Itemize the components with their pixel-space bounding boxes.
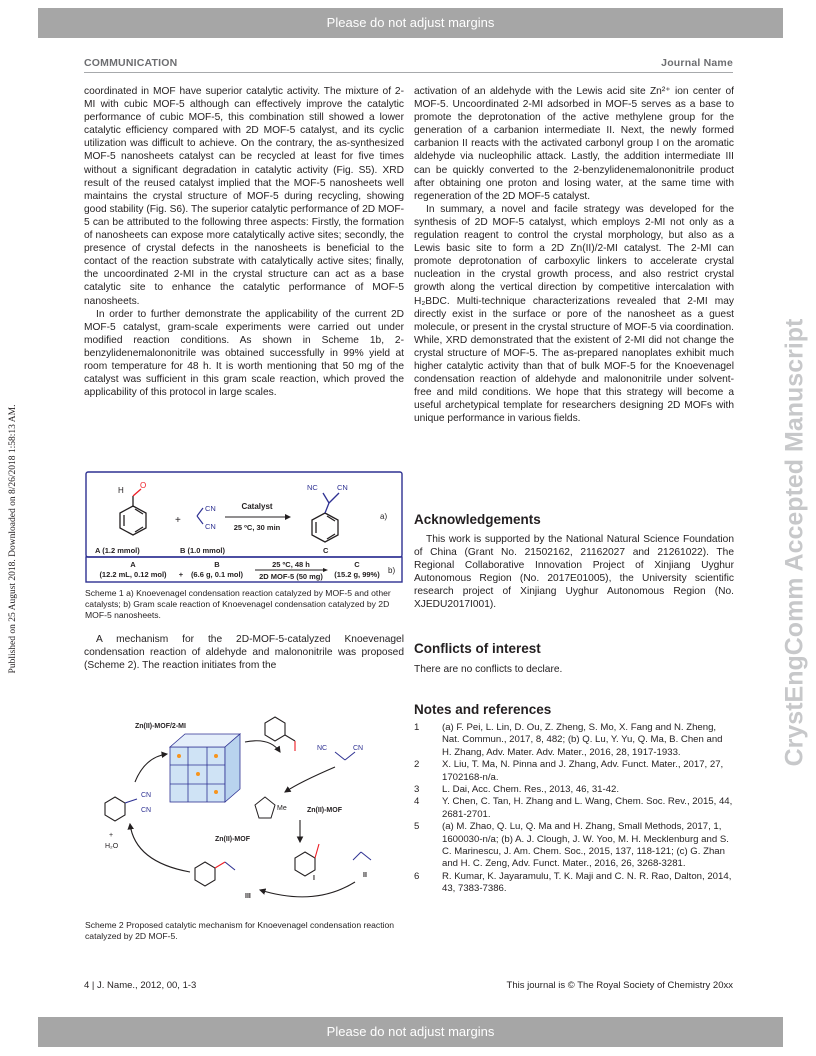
b-condition: 25 ºC, 48 h	[272, 560, 310, 569]
scheme-1-drawing	[85, 471, 403, 583]
footer-citation: 4 | J. Name., 2012, 00, 1-3	[84, 980, 197, 991]
svg-text:H: H	[118, 486, 124, 495]
svg-text:CN: CN	[353, 745, 364, 752]
reference-text: (a) F. Pei, L. Lin, D. Ou, Z. Zheng, S. Mo, X. Fang and N. Zheng, Nat. Commun., 2017, 8, 482; (b) Q. Lu, Y. Yu, Q. Ma, B. Chen and H. Zhang, Adv. Mater. Adv. Mater., 2016, 28, 1917-1933.	[442, 722, 723, 758]
svg-text:CN: CN	[337, 483, 348, 492]
list-item	[414, 759, 734, 784]
mof-label-1: Zn(II)-MOF	[307, 807, 342, 814]
references-list	[414, 722, 734, 896]
svg-text:CN: CN	[141, 792, 152, 799]
acknowledgements-text	[414, 533, 734, 612]
sidebar-text: CrystEngComm Accepted Manuscript	[780, 318, 809, 767]
methyl-label: Me	[277, 805, 287, 812]
intermediate-i-structure	[295, 844, 319, 876]
label-a: A (1.2 mmol)	[95, 546, 140, 555]
svg-text:+: +	[109, 832, 114, 839]
svg-text:CN: CN	[205, 522, 216, 531]
list-item	[414, 784, 734, 796]
header-rule	[84, 72, 733, 73]
malononitrile-structure	[197, 508, 203, 524]
paragraph: activation of an aldehyde with the Lewis acid site Zn²⁺ ion center of MOF-5. Uncoordinated 2-MI adsorbed in MOF-5 serves as a base to promote the deprotonation of the active methylene group for the generation of a carbanion intermediate II. Next, the newly formed carbanion II reacts with the activated carbonyl group I on the aromatic aldehyde via nucleophilic attack. Lastly, the addition intermediate III can be quickly converted to the 2-benzylidenemalononitrile product after obtaining one proton and losing water, at the same time with regeneration of the 2D MOF-5 catalyst.	[414, 86, 734, 202]
cycle-arrow	[245, 741, 280, 752]
product-left-structure	[105, 797, 137, 821]
condition-a: 25 ºC, 30 min	[233, 523, 281, 532]
svg-text:NC: NC	[307, 483, 318, 492]
cycle-arrow	[135, 754, 167, 782]
cycle-arrow	[285, 767, 335, 792]
b-label-a: A	[130, 560, 136, 569]
conflicts-text	[414, 663, 734, 676]
scheme-1-figure	[85, 471, 403, 583]
reference-number: 4	[414, 796, 420, 808]
aldehyde-top-structure	[265, 717, 295, 751]
catalyst-label: Catalyst	[241, 502, 273, 511]
scheme-1-caption: Scheme 1 a) Knoevenagel condensation reaction catalyzed by MOF-5 and other catalysts; b) Gram scale reaction of Knoevenagel condensation catalyzed by 2D MOF-5 nanosheets.	[85, 588, 391, 620]
list-item	[414, 796, 734, 821]
b-plus: +	[178, 570, 184, 579]
references-heading: Notes and references	[414, 702, 552, 717]
acknowledgements-heading: Acknowledgements	[414, 512, 541, 527]
left-column-text-bottom	[84, 633, 404, 672]
cycle-arrow	[130, 824, 190, 872]
scheme-2-caption: Scheme 2 Proposed catalytic mechanism for Knoevenagel condensation reaction catalyzed by 2D MOF-5.	[85, 920, 395, 941]
list-item	[414, 722, 734, 759]
reference-text: L. Dai, Acc. Chem. Res., 2013, 46, 31-42.	[442, 784, 620, 796]
catalyst-mof-label: Zn(II)-MOF/2-MI	[135, 723, 186, 730]
b-label-b: B	[214, 560, 220, 569]
paragraph: coordinated in MOF have superior catalytic activity. The mixture of 2-MI with cubic MOF-5 although can effectively improve the catalytic performance of cubic MOF-5, this combination still showed a lower catalytic efficiency compared with 2D MOF-5 catalyst, and its cyclic utilization was difficult to achieve. On the contrary, the as-synthesized MOF-5 nanosheets catalyst can be recycled at least for five times without a significant degradation in catalytic activity (Fig. S5). XRD result of the reused catalyst implied that the MOF-5 nanosheets well maintains the crystal structure of MOF-5 during recycling, showing good stability (Fig. S6). The superior catalytic performance of 2D MOF-5 can be attributed to the following three aspects: Firstly, the formation of nanosheets can expose more catalytically active sites; secondly, the presence of crystal defects in the nanosheets is beneficial to the contact of the reaction substrate with catalytically active sites; finally, the uncoordinated 2-MI in the crystal structure can act as a base catalytic site to enhance the catalytic performance of MOF-5 nanosheets.	[84, 86, 404, 307]
reference-number: 1	[414, 722, 420, 733]
left-column-text	[84, 85, 404, 399]
top-margin-banner: Please do not adjust margins	[38, 8, 783, 38]
product-structure	[312, 493, 339, 542]
paragraph: A mechanism for the 2D-MOF-5-catalyzed Knoevenagel condensation reaction of aldehyde and malononitrile was proposed (Scheme 2). The reaction initiates from the	[84, 634, 404, 672]
paragraph: This work is supported by the National Natural Science Foundation of China (Grant No. 21502162, 21162027 and 21261022). The Regional Collaborative Innovation Project of Xinjiang Uyghur Autonomous Region (No. 2017E01005), the University scientific research project of Xinjiang Uyghur Autonomous Region (No. XJEDU2017I001).	[414, 534, 734, 611]
mof-label-2: Zn(II)-MOF	[215, 836, 250, 843]
conflicts-heading: Conflicts of interest	[414, 641, 541, 656]
list-item	[414, 871, 734, 896]
b-amount-a: (12.2 mL, 0.12 mol)	[99, 570, 167, 579]
reference-text: R. Kumar, K. Jayaramulu, T. K. Maji and C. N. R. Rao, Dalton, 2014, 43, 7383-7386.	[442, 870, 732, 895]
b-amount-b: (6.6 g, 0.1 mol)	[190, 570, 244, 579]
svg-text:NC: NC	[317, 745, 328, 752]
mof-cube-icon	[170, 734, 240, 802]
intermediate-i-label: I	[313, 875, 315, 882]
intermediate-ii-label: II	[363, 872, 367, 879]
imidazole-structure	[255, 797, 275, 818]
b-amount-c: (15.2 g, 99%)	[334, 570, 380, 579]
reference-number: 6	[414, 870, 420, 882]
published-note-text: Published on 25 August 2018. Downloaded on 8/26/2018 1:58:13 AM.	[8, 404, 18, 674]
scheme-2-drawing	[95, 712, 395, 907]
list-item	[414, 821, 734, 871]
section-label: COMMUNICATION	[84, 57, 178, 69]
label-c: C	[323, 546, 329, 555]
svg-text:CN: CN	[141, 807, 152, 814]
reference-text: Y. Chen, C. Tan, H. Zhang and L. Wang, Chem. Soc. Rev., 2015, 44, 2681-2701.	[442, 796, 733, 820]
svg-text:+: +	[175, 515, 181, 526]
journal-name: Journal Name	[661, 57, 733, 69]
bottom-margin-banner: Please do not adjust margins	[38, 1017, 783, 1047]
reference-number: 2	[414, 759, 420, 771]
cycle-arrow	[260, 882, 355, 897]
paragraph: There are no conflicts to declare.	[414, 664, 563, 675]
reference-number: 3	[414, 784, 420, 796]
paragraph: In summary, a novel and facile strategy was developed for the synthesis of 2D MOF-5 catalyst, which employs 2-MI not only as a regulation reagent to control the crystal morphology, but also as a Lewis basic site to form a 2D Zn(II)/2-MI catalyst. The 2-MI can promote deprotonation of carboxylic linkers to accelerate crystal nucleation in the crystal growth process, and also restrict crystal growth along the vertical direction by competitive intercalation with H₂BDC. Multi-technique characterizations revealed that 2-MI may directly exist in the surface or pore of the nanosheet as a guest molecule, or present in the crystal structure of MOF-5 via coordination. While, XRD demonstrated that the existent of 2-MI did not change the crystal structure of MOF-5. The as-prepared nanoplates exhibit much higher catalytic activity than that of bulk MOF-5 for the Knoevenagel condensation reaction of aldehyde and malononitrile under solvent-free and mild conditions. We hope that this strategy will become a useful archetypical template for researchers designing 2D MOFs with unique performance in various fields.	[414, 203, 734, 425]
reference-text: X. Liu, T. Ma, N. Pinna and J. Zhang, Adv. Funct. Mater., 2017, 27, 1702168-n/a.	[442, 759, 724, 783]
reference-text: (a) M. Zhao, Q. Lu, Q. Ma and H. Zhang, Small Methods, 2017, 1, 1600030-n/a; (b) A. J. Clough, J. W. Yoo, M. H. Mecklenburg and S. C. Marinescu, J. Am. Chem. Soc., 2015, 137, 118-121; (c) G. Zhan and H. C. Zeng, Adv. Funct. Mater., 2016, 26, 3268-3281.	[442, 821, 729, 870]
footer-copyright: This journal is © The Royal Society of Chemistry 20xx	[506, 980, 733, 991]
benzaldehyde-structure	[120, 489, 146, 535]
right-column-text	[414, 85, 734, 425]
scheme-2-figure	[95, 712, 395, 907]
b-label-c: C	[354, 560, 360, 569]
tag-b: b)	[388, 566, 396, 575]
b-catalyst: 2D MOF-5 (50 mg)	[259, 572, 323, 581]
intermediate-iii-structure	[195, 862, 235, 886]
intermediate-iii-label: III	[245, 893, 251, 900]
water-label: H₂O	[105, 843, 119, 850]
reference-number: 5	[414, 821, 420, 833]
label-b: B (1.0 mmol)	[180, 546, 226, 555]
svg-text:O: O	[140, 481, 147, 490]
paragraph: In order to further demonstrate the applicability of the current 2D MOF-5 catalyst, gram-scale experiments were carried out under modified reaction conditions. As shown in Scheme 1b, 2-benzylidenemalononitrile was obtained successfully in 99% yield at room temperature for 48 h. It is worth mentioning that 50 mg of the catalyst was sufficient in this gram scale reaction, which proved the applicability of this protocol in large scales.	[84, 308, 404, 399]
scheme-1a-frame	[86, 472, 402, 557]
tag-a: a)	[380, 512, 388, 521]
svg-text:CN: CN	[205, 504, 216, 513]
